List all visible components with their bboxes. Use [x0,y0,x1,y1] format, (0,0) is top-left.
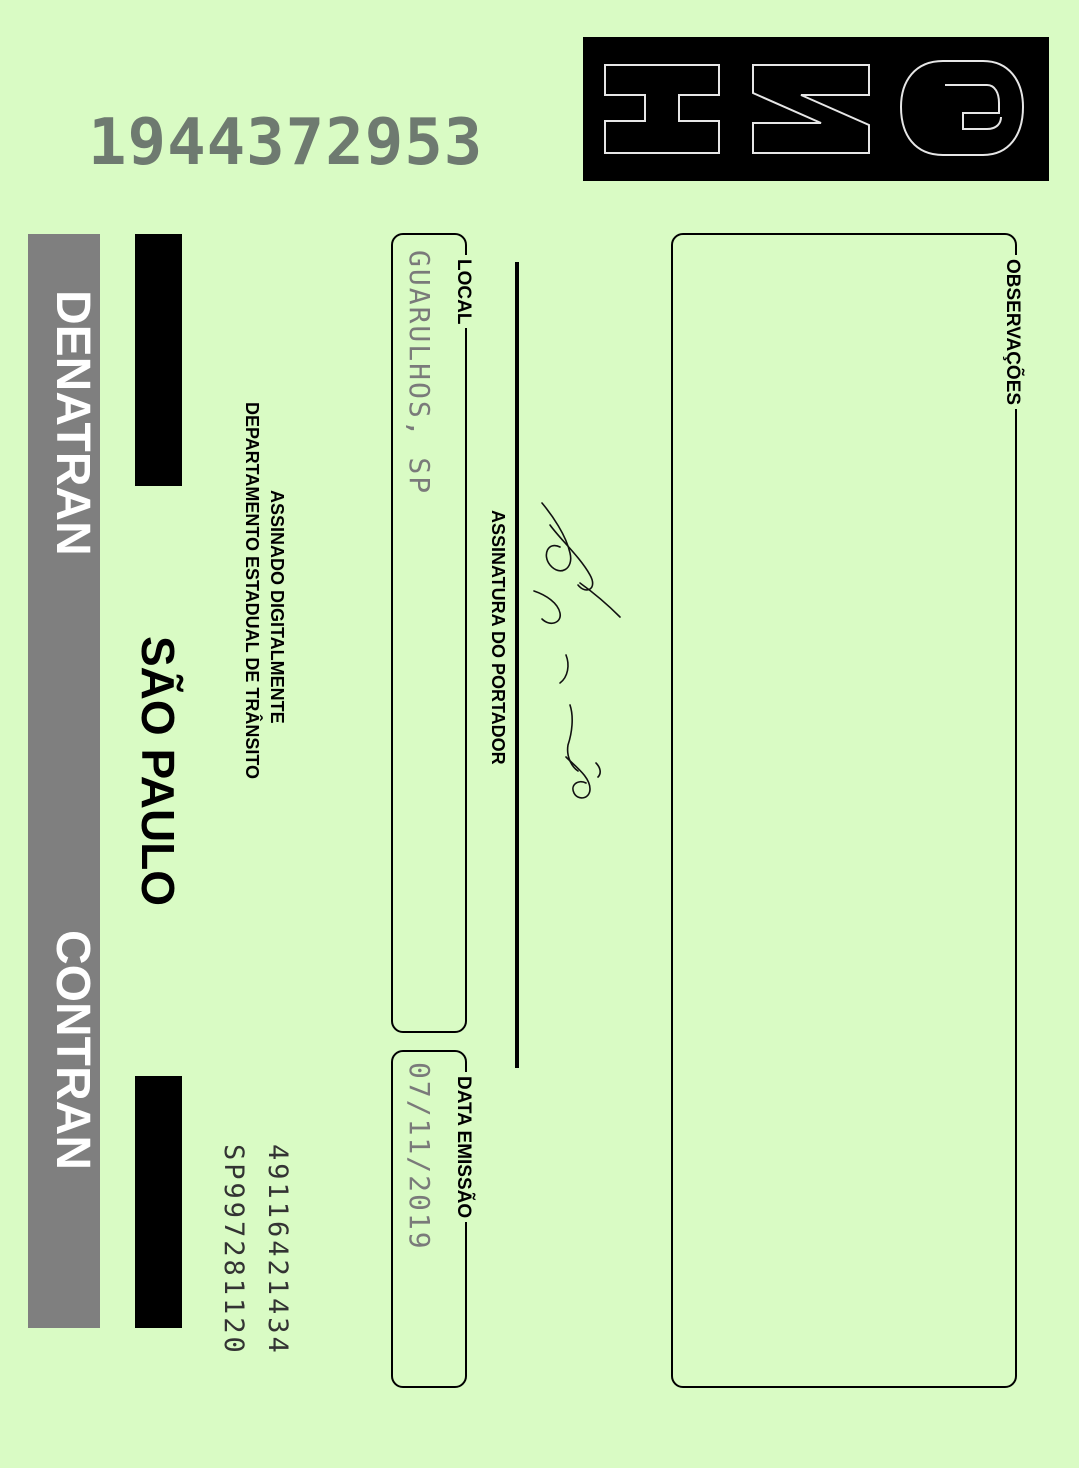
redaction-bar-top [135,234,182,486]
logo-box [583,37,1049,181]
contran-label: CONTRAN [46,930,99,1170]
local-value: GUARULHOS, SP [403,250,436,496]
observations-label: OBSERVAÇÕES [1000,255,1024,409]
holder-signature-label: ASSINATURA DO PORTADOR [488,510,508,765]
code-1: 49116421434 [262,1144,293,1356]
code-2: SP997281120 [218,1144,249,1356]
department-text: DEPARTAMENTO ESTADUAL DE TRÂNSITO [242,402,262,780]
handwritten-signature [520,495,630,820]
signature-line [515,262,519,1068]
logo-letters-graphic [583,37,1049,181]
issue-date-value: 07/11/2019 [403,1062,436,1251]
state-name: SÃO PAULO [132,636,184,907]
observations-field [671,233,1017,1388]
denatran-label: DENATRAN [46,290,99,556]
signed-digitally-text: ASSINADO DIGITALMENTE [267,490,287,724]
local-label: LOCAL [451,255,475,328]
authority-strip [28,234,100,1328]
redaction-bar-bottom [135,1076,182,1328]
card-number: 1944372953 [88,106,484,180]
issue-date-label: DATA EMISSÃO [451,1072,475,1222]
